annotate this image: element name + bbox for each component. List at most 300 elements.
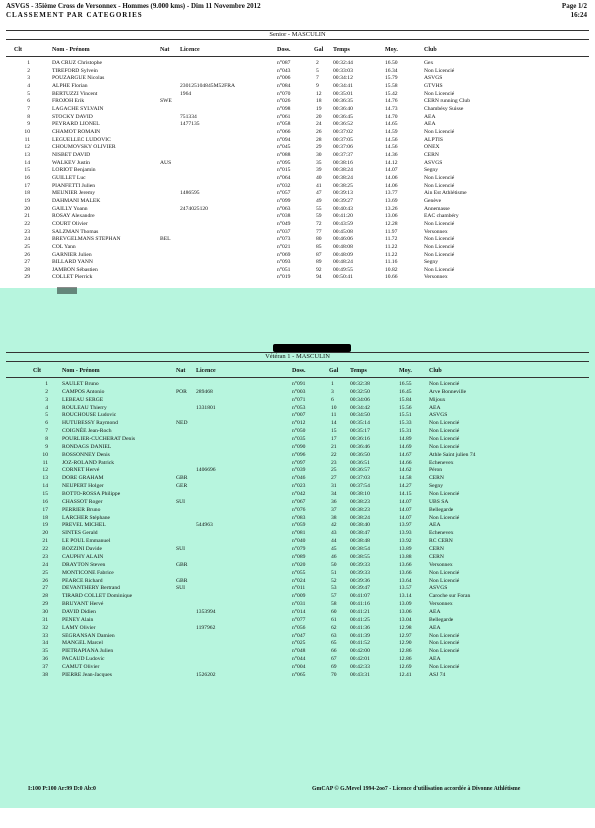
cell-name: DAHMANI MALEK xyxy=(52,197,101,204)
cell-name: TIRARD COLLET Dominique xyxy=(62,593,133,600)
redaction-mark xyxy=(57,287,77,294)
cell-club: AEA xyxy=(429,608,441,615)
cell-name: DAVID Didien xyxy=(62,608,96,615)
cell-name: GAILLY Yoann xyxy=(52,205,88,212)
cell-club: CERN running Club xyxy=(424,98,470,105)
cell-doss: n°053 xyxy=(292,404,306,411)
cell-temps: 00:50:41 xyxy=(333,274,353,281)
cell-temps: 00:41:52 xyxy=(350,640,370,647)
cell-moy: 12.28 xyxy=(385,220,398,227)
cell-gal: 70 xyxy=(331,671,337,678)
cell-name: COL Yann xyxy=(52,243,76,250)
cell-clt: 27 xyxy=(42,585,48,592)
cell-temps: 00:41:07 xyxy=(350,593,370,600)
cell-temps: 00:37:06 xyxy=(333,144,353,151)
cell-doss: n°015 xyxy=(277,167,291,174)
cell-moy: 15.58 xyxy=(385,82,398,89)
cell-club: AEA xyxy=(429,624,441,631)
cell-moy: 13.88 xyxy=(399,553,412,560)
cell-temps: 00:32:44 xyxy=(333,60,353,66)
cell-moy: 14.89 xyxy=(399,436,412,443)
cell-club: Versonnex xyxy=(424,274,448,281)
cell-gal: 46 xyxy=(331,553,337,560)
table-row xyxy=(0,507,595,514)
cell-clt: 29 xyxy=(24,274,30,281)
cell-gal: 24 xyxy=(316,121,322,128)
cell-name: CHASSOT Roger xyxy=(62,498,103,505)
cell-name: POUZARGUE Nicolas xyxy=(52,75,105,82)
cell-clt: 14 xyxy=(24,159,30,166)
cell-name: CAMUT Olivier xyxy=(62,663,100,670)
cell-club: RC CERN xyxy=(429,538,453,545)
cell-name: SAULET Bruno xyxy=(62,381,99,387)
table-row xyxy=(0,617,595,624)
cell-doss: n°090 xyxy=(292,443,306,450)
cell-gal: 43 xyxy=(331,530,337,537)
cell-clt: 32 xyxy=(42,624,48,631)
table-row xyxy=(0,538,595,545)
table-row xyxy=(0,167,595,174)
cell-licence: 1197962 xyxy=(196,624,216,631)
cell-name: LE POUL Emmanuel xyxy=(62,538,111,545)
section1-rule-header xyxy=(6,56,589,57)
cell-temps: 00:49:55 xyxy=(333,266,353,273)
cell-name: BOTTO-ROSSA Philippe xyxy=(62,491,121,498)
cell-moy: 11.72 xyxy=(385,236,398,243)
cell-name: CHAMOT ROMAIN xyxy=(52,128,101,135)
cell-temps: 00:39:36 xyxy=(350,577,370,584)
cell-name: LEGUELLEC LUDOVIC xyxy=(52,136,111,143)
cell-club: ASVGS xyxy=(424,159,443,166)
cell-gal: 21 xyxy=(331,443,337,450)
cell-doss: n°089 xyxy=(292,553,306,560)
cell-temps: 00:32:50 xyxy=(350,388,370,395)
table-row xyxy=(0,593,595,600)
cell-moy: 13.77 xyxy=(385,190,398,197)
table-row xyxy=(0,633,595,640)
cell-name: RONDAGS DANIEL xyxy=(62,443,112,450)
cell-temps: 00:37:02 xyxy=(333,128,353,135)
cell-doss: n°099 xyxy=(277,197,291,204)
cell-name: STOCKY DAVID xyxy=(52,113,93,120)
table-row xyxy=(0,491,595,498)
cell-temps: 00:35:14 xyxy=(350,420,370,427)
cell-gal: 25 xyxy=(331,467,337,474)
col-name: Nom - Prénom xyxy=(62,368,100,374)
section1-title: Senior - MASCULIN xyxy=(269,31,326,38)
cell-moy: 14.15 xyxy=(399,491,412,498)
cell-name: NISBET DAVID xyxy=(52,151,91,158)
cell-club: Non Licencié xyxy=(429,569,460,576)
cell-club: CERN xyxy=(429,553,444,560)
cell-doss: n°012 xyxy=(292,420,306,427)
cell-clt: 20 xyxy=(42,530,48,537)
col-moy: Moy. xyxy=(385,47,398,53)
col-licence: Licence xyxy=(180,47,200,53)
cell-gal: 35 xyxy=(316,159,322,166)
col-temps: Temps xyxy=(350,368,367,374)
cell-temps: 00:39:33 xyxy=(350,569,370,576)
cell-doss: n°048 xyxy=(292,648,306,655)
cell-gal: 40 xyxy=(316,174,322,181)
cell-moy: 13.66 xyxy=(399,569,412,576)
table-row xyxy=(0,444,595,451)
cell-moy: 14.06 xyxy=(385,182,398,189)
table-row xyxy=(0,244,595,251)
cell-doss: n°006 xyxy=(277,75,291,82)
cell-doss: n°021 xyxy=(277,243,291,250)
cell-moy: 13.14 xyxy=(399,593,412,600)
cell-gal: 67 xyxy=(331,656,337,663)
cell-moy: 12.41 xyxy=(399,671,412,678)
cell-doss: n°088 xyxy=(277,151,291,158)
cell-moy: 14.07 xyxy=(385,167,398,174)
cell-licence: 1526202 xyxy=(196,671,216,678)
cell-club: ALPTIS xyxy=(424,136,443,143)
cell-temps: 00:36:52 xyxy=(333,121,353,128)
cell-gal: 11 xyxy=(331,412,337,419)
cell-temps: 00:38:55 xyxy=(350,553,370,560)
cell-gal: 49 xyxy=(316,197,322,204)
cell-club: Non Licencié xyxy=(424,251,455,258)
cell-name: PENEY Alain xyxy=(62,616,94,623)
cell-licence: 1353994 xyxy=(196,608,216,615)
cell-temps: 00:41:20 xyxy=(333,213,353,220)
cell-doss: n°049 xyxy=(277,220,291,227)
cell-doss: n°087 xyxy=(277,60,291,66)
table-row xyxy=(0,672,595,679)
table-row xyxy=(0,530,595,537)
print-time: 16:24 xyxy=(570,11,587,19)
table-row xyxy=(0,664,595,671)
cell-temps: 00:41:21 xyxy=(350,608,370,615)
table-row xyxy=(0,436,595,443)
cell-clt: 23 xyxy=(42,553,48,560)
cell-gal: 62 xyxy=(331,624,337,631)
cell-doss: n°098 xyxy=(277,105,291,112)
col-temps: Temps xyxy=(333,47,350,53)
cell-name: BRUYANT Hervé xyxy=(62,601,104,608)
cell-club: Non Licencié xyxy=(424,174,455,181)
cell-doss: n°094 xyxy=(277,136,291,143)
cell-name: COIGNÉE Jean-Roch xyxy=(62,428,112,435)
cell-club: AEA xyxy=(429,404,441,411)
cell-moy: 13.04 xyxy=(399,616,412,623)
cell-doss: n°044 xyxy=(292,656,306,663)
cell-doss: n°011 xyxy=(292,585,306,592)
cell-clt: 15 xyxy=(24,167,30,174)
cell-moy: 12.97 xyxy=(399,632,412,639)
cell-gal: 51 xyxy=(331,569,337,576)
col-licence: Licence xyxy=(196,368,216,374)
cell-club: Non Licencié xyxy=(429,443,460,450)
cell-doss: n°091 xyxy=(292,381,306,387)
cell-nat: SUI xyxy=(176,585,186,592)
cell-temps: 00:38:23 xyxy=(350,498,370,505)
cell-temps: 00:40:43 xyxy=(333,205,353,212)
cell-temps: 00:39:47 xyxy=(350,585,370,592)
cell-club: Non Licencié xyxy=(429,663,460,670)
cell-temps: 00:32:38 xyxy=(350,381,370,387)
cell-moy: 12.86 xyxy=(399,648,412,655)
cell-gal: 17 xyxy=(331,436,337,443)
table-row xyxy=(0,428,595,435)
cell-moy: 10.66 xyxy=(385,274,398,281)
cell-moy: 14.73 xyxy=(385,105,398,112)
cell-name: ROULEAU Thierry xyxy=(62,404,107,411)
table-row xyxy=(0,229,595,236)
cell-name: PACAUD Ludovic xyxy=(62,656,105,663)
cell-doss: n°047 xyxy=(292,632,306,639)
cell-clt: 13 xyxy=(42,475,48,482)
cell-doss: n°097 xyxy=(292,459,306,466)
table-row xyxy=(0,452,595,459)
cell-nat: GBR xyxy=(176,577,188,584)
cell-moy: 13.06 xyxy=(385,213,398,220)
table-row xyxy=(0,625,595,632)
cell-moy: 13.66 xyxy=(399,561,412,568)
cell-doss: n°042 xyxy=(292,491,306,498)
cell-name: COLLET Pierrick xyxy=(52,274,93,281)
col-club: Club xyxy=(429,368,442,374)
cell-doss: n°037 xyxy=(277,228,291,235)
cell-gal: 72 xyxy=(316,220,322,227)
cell-temps: 00:43:59 xyxy=(333,220,353,227)
cell-name: NEUPERT Holger xyxy=(62,483,104,490)
cell-clt: 25 xyxy=(42,569,48,576)
cell-moy: 11.97 xyxy=(385,228,398,235)
table-row xyxy=(0,412,595,419)
table-row xyxy=(0,137,595,144)
cell-doss: n°061 xyxy=(277,113,291,120)
cell-club: Mijoux xyxy=(429,396,446,403)
cell-doss: n°024 xyxy=(292,577,306,584)
cell-moy: 12.69 xyxy=(399,663,412,670)
cell-name: HUTUBESSY Raymond xyxy=(62,420,118,427)
table-row xyxy=(0,640,595,647)
cell-clt: 26 xyxy=(24,251,30,258)
cell-clt: 34 xyxy=(42,640,48,647)
cell-club: Athle Saint julien 74 xyxy=(429,451,476,458)
cell-gal: 3 xyxy=(331,388,334,395)
table-row xyxy=(0,183,595,190)
col-gal: Gal xyxy=(329,368,339,374)
cell-gal: 42 xyxy=(331,522,337,529)
table-row xyxy=(0,656,595,663)
cell-moy: 12.98 xyxy=(399,624,412,631)
cell-clt: 13 xyxy=(24,151,30,158)
cell-club: Annemasse xyxy=(424,205,450,212)
cell-club: Non Licencié xyxy=(429,648,460,655)
table-row xyxy=(0,75,595,82)
cell-temps: 00:39:13 xyxy=(333,190,353,197)
cell-club: CERN xyxy=(429,475,444,482)
table-row xyxy=(0,554,595,561)
cell-temps: 00:36:45 xyxy=(333,113,353,120)
cell-moy: 11.16 xyxy=(385,259,398,266)
cell-name: PERRIER Bruno xyxy=(62,506,101,513)
table-row xyxy=(0,467,595,474)
cell-club: Echenevex xyxy=(429,530,454,537)
cell-nat: GER xyxy=(176,483,188,490)
cell-name: PIANFETTI Julien xyxy=(52,182,96,189)
table-row xyxy=(0,83,595,90)
page-number: Page 1/2 xyxy=(561,2,587,10)
cell-moy: 15.42 xyxy=(385,90,398,97)
table-row xyxy=(0,106,595,113)
cell-temps: 00:35:17 xyxy=(350,428,370,435)
cell-name: JOZ-ROLAND Patrick xyxy=(62,459,115,466)
table-row xyxy=(0,648,595,655)
cell-clt: 5 xyxy=(27,90,30,97)
report-subtitle: CLASSEMENT PAR CATEGORIES xyxy=(6,11,143,19)
cell-temps: 00:38:40 xyxy=(350,522,370,529)
col-nat: Nat xyxy=(160,47,170,53)
cell-doss: n°079 xyxy=(292,546,306,553)
table-row xyxy=(0,570,595,577)
cell-name: FROJOH Erik xyxy=(52,98,85,105)
cell-doss: n°058 xyxy=(277,121,291,128)
col-name: Nom - Prénom xyxy=(52,47,90,53)
cell-doss: n°023 xyxy=(292,483,306,490)
cell-club: AEA xyxy=(424,113,436,120)
cell-name: MANGEL Marcel xyxy=(62,640,103,647)
cell-moy: 13.06 xyxy=(399,608,412,615)
cell-name: PREVEL MICHEL xyxy=(62,522,106,529)
cell-clt: 1 xyxy=(45,381,48,387)
cell-doss: n°073 xyxy=(277,236,291,243)
cell-temps: 00:43:31 xyxy=(350,671,370,678)
cell-club: ASJ 74 xyxy=(429,671,446,678)
cell-name: BOZZINI Davide xyxy=(62,546,102,553)
cell-doss: n°035 xyxy=(292,436,306,443)
cell-moy: 14.67 xyxy=(399,451,412,458)
cell-temps: 00:34:41 xyxy=(333,82,353,89)
cell-clt: 18 xyxy=(42,514,48,521)
cell-doss: n°038 xyxy=(277,213,291,220)
table-row xyxy=(0,152,595,159)
section2-rule-mid xyxy=(6,361,589,362)
cell-gal: 36 xyxy=(331,498,337,505)
table-row xyxy=(0,585,595,592)
cell-temps: 00:37:37 xyxy=(333,151,353,158)
cell-temps: 00:41:16 xyxy=(350,601,370,608)
cell-temps: 00:48:08 xyxy=(333,243,353,250)
cell-clt: 16 xyxy=(42,498,48,505)
cell-temps: 00:36:51 xyxy=(350,459,370,466)
cell-clt: 25 xyxy=(24,243,30,250)
cell-gal: 89 xyxy=(316,259,322,266)
cell-moy: 13.89 xyxy=(399,546,412,553)
table-row xyxy=(0,562,595,569)
cell-club: Segny xyxy=(424,167,438,174)
col-doss: Doss. xyxy=(292,368,306,374)
cell-club: Non Licencié xyxy=(424,266,455,273)
cell-gal: 92 xyxy=(316,266,322,273)
cell-name: LARCHER Stéphane xyxy=(62,514,111,521)
cell-doss: n°043 xyxy=(277,67,291,74)
cell-doss: n°083 xyxy=(292,514,306,521)
cell-moy: 15.56 xyxy=(399,404,412,411)
cell-name: PEARCE Richard xyxy=(62,577,103,584)
cell-name: CAMPOS Antonio xyxy=(62,388,105,395)
cell-clt: 4 xyxy=(45,404,48,411)
table-row xyxy=(0,236,595,243)
cell-club: Non Licencié xyxy=(429,577,460,584)
col-gal: Gal xyxy=(314,47,324,53)
cell-moy: 14.76 xyxy=(385,98,398,105)
cell-club: ASVGS xyxy=(424,75,443,82)
cell-gal: 66 xyxy=(331,648,337,655)
cell-moy: 14.56 xyxy=(385,144,398,151)
cell-gal: 63 xyxy=(331,632,337,639)
cell-moy: 14.62 xyxy=(399,467,412,474)
cell-temps: 00:46:06 xyxy=(333,236,353,243)
cell-name: WALKEV Justin xyxy=(52,159,90,166)
table-row xyxy=(0,499,595,506)
report-title: ASVGS - 35ième Cross de Versonnex - Hommes (9.000 kms) - Dim 11 Novembre 2012 xyxy=(6,2,261,10)
cell-name: LAMY Olivier xyxy=(62,624,96,631)
cell-temps: 00:37:54 xyxy=(350,483,370,490)
section1-rule-mid xyxy=(6,39,589,40)
cell-clt: 23 xyxy=(24,228,30,235)
cell-temps: 00:38:23 xyxy=(350,506,370,513)
cell-doss: n°031 xyxy=(292,601,306,608)
cell-name: POURLIER-CUCHERAT Denis xyxy=(62,436,136,443)
cell-licence: 544963 xyxy=(196,522,213,529)
cell-club: AEA xyxy=(429,656,441,663)
cell-moy: 14.69 xyxy=(399,443,412,450)
cell-clt: 14 xyxy=(42,483,48,490)
cell-name: CORNET Hervé xyxy=(62,467,100,474)
cell-moy: 13.57 xyxy=(399,585,412,592)
cell-doss: n°065 xyxy=(292,671,306,678)
cell-clt: 5 xyxy=(45,412,48,419)
cell-doss: n°025 xyxy=(292,640,306,647)
table-row xyxy=(0,114,595,121)
cell-name: SALZMAN Thomas xyxy=(52,228,99,235)
cell-clt: 19 xyxy=(42,522,48,529)
cell-temps: 00:38:54 xyxy=(350,546,370,553)
cell-clt: 11 xyxy=(24,136,30,143)
cell-gal: 27 xyxy=(331,475,337,482)
cell-clt: 21 xyxy=(42,538,48,545)
cell-club: Non Licencié xyxy=(424,90,455,97)
cell-name: TIREFORD Sylvein xyxy=(52,67,98,74)
cell-name: LEBEAU SERGE xyxy=(62,396,104,403)
cell-moy: 14.07 xyxy=(399,514,412,521)
cell-clt: 17 xyxy=(42,506,48,513)
col-moy: Moy. xyxy=(399,368,412,374)
table-row xyxy=(0,405,595,412)
cell-gal: 77 xyxy=(316,228,322,235)
cell-gal: 50 xyxy=(331,561,337,568)
table-row xyxy=(0,609,595,616)
cell-name: PIERRE Jean-Jacques xyxy=(62,671,112,678)
cell-club: Ain Est Athlétisme xyxy=(424,190,467,197)
cell-gal: 39 xyxy=(316,167,322,174)
cell-doss: n°003 xyxy=(292,388,306,395)
table-row xyxy=(0,221,595,228)
cell-gal: 2 xyxy=(316,60,319,66)
cell-club: Non Licencié xyxy=(424,128,455,135)
cell-moy: 14.06 xyxy=(385,174,398,181)
cell-clt: 30 xyxy=(42,608,48,615)
cell-gal: 60 xyxy=(331,608,337,615)
cell-gal: 12 xyxy=(316,90,322,97)
cell-clt: 1 xyxy=(27,60,30,66)
table-row xyxy=(0,190,595,197)
